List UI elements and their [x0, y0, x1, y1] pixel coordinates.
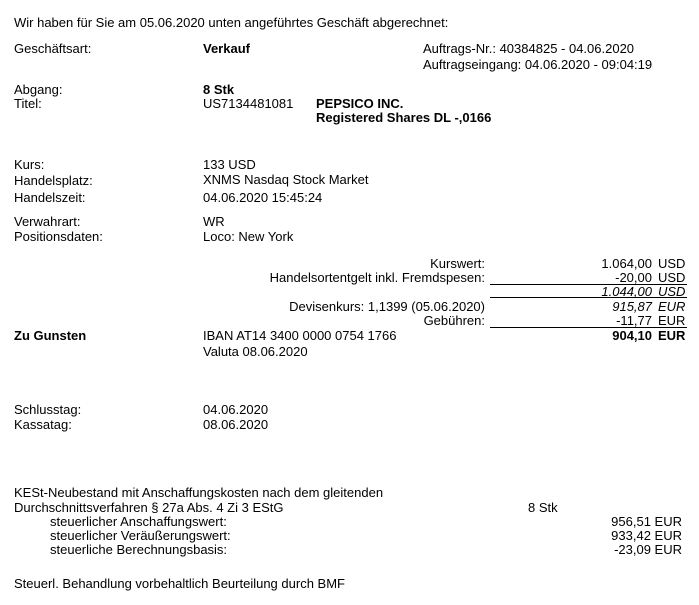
- entgelt-label: Handelsortentgelt inkl. Fremdspesen:: [269, 270, 485, 285]
- kurs-value: 133 USD: [203, 157, 256, 172]
- kest-stueck: 8 Stk: [528, 500, 558, 515]
- footer-note: Steuerl. Behandlung vorbehaltlich Beurteilung durch BMF: [14, 576, 345, 591]
- kest-line-1: KESt-Neubestand mit Anschaffungskosten nach dem gleitenden: [14, 485, 384, 500]
- abgang-label: Abgang:: [14, 82, 63, 97]
- schlusstag-value: 04.06.2020: [203, 402, 269, 417]
- gebuehren-currency: EUR: [658, 313, 686, 328]
- zwischensumme-underline: [490, 297, 687, 298]
- gesamt-currency: EUR: [658, 328, 686, 343]
- kurswert-label: Kurswert:: [430, 256, 485, 271]
- positionsdaten-label: Positionsdaten:: [14, 229, 103, 244]
- kassatag-value: 08.06.2020: [203, 417, 269, 432]
- zwischensumme-amount: 1.044,00: [601, 284, 652, 299]
- handelszeit-label: Handelszeit:: [14, 190, 86, 205]
- verwahrart-label: Verwahrart:: [14, 214, 81, 229]
- gebuehren-amount: -11,77: [616, 313, 652, 328]
- titel-label: Titel:: [14, 96, 42, 111]
- iban: IBAN AT14 3400 0000 0754 1766: [203, 328, 397, 343]
- kassatag-label: Kassatag:: [14, 417, 72, 432]
- devisenkurs-label: Devisenkurs: 1,1399 (05.06.2020): [289, 299, 485, 314]
- geschaeftsart-label: Geschäftsart:: [14, 41, 92, 56]
- kurswert-currency: USD: [658, 256, 686, 271]
- auftrags-nr: Auftrags-Nr.: 40384825 - 04.06.2020: [423, 41, 635, 56]
- kurs-label: Kurs:: [14, 157, 45, 172]
- anschaffungswert-value: 956,51 EUR: [611, 514, 682, 529]
- titel-name-1: PEPSICO INC.: [316, 96, 404, 111]
- veraeusserungswert-label: steuerlicher Veräußerungswert:: [50, 528, 231, 543]
- berechnungsbasis-label: steuerliche Berechnungsbasis:: [50, 542, 228, 557]
- positionsdaten-value: Loco: New York: [203, 229, 294, 244]
- titel-isin: US7134481081: [203, 96, 294, 111]
- handelszeit-value: 04.06.2020 15:45:24: [203, 190, 323, 205]
- verwahrart-value: WR: [203, 214, 225, 229]
- gesamt-amount: 904,10: [612, 328, 652, 343]
- kurswert-amount: 1.064,00: [601, 256, 652, 271]
- anschaffungswert-label: steuerlicher Anschaffungswert:: [50, 514, 227, 529]
- kest-line-2: Durchschnittsverfahren § 27a Abs. 4 Zi 3 EStG: [14, 500, 284, 515]
- schlusstag-label: Schlusstag:: [14, 402, 82, 417]
- zwischensumme-currency: USD: [658, 284, 686, 299]
- gebuehren-label: Gebühren:: [423, 313, 485, 328]
- devisenkurs-currency: EUR: [658, 299, 686, 314]
- zu-gunsten-label: Zu Gunsten: [14, 328, 87, 343]
- abgang-value: 8 Stk: [203, 82, 235, 97]
- valuta: Valuta 08.06.2020: [203, 344, 308, 359]
- entgelt-amount: -20,00: [615, 270, 652, 285]
- entgelt-currency: USD: [658, 270, 686, 285]
- auftragseingang: Auftragseingang: 04.06.2020 - 09:04:19: [423, 57, 653, 72]
- berechnungsbasis-value: -23,09 EUR: [614, 542, 682, 557]
- titel-name-2: Registered Shares DL -,0166: [316, 110, 492, 125]
- veraeusserungswert-value: 933,42 EUR: [611, 528, 682, 543]
- handelsplatz-label: Handelsplatz:: [14, 173, 93, 188]
- intro-text: Wir haben für Sie am 05.06.2020 unten angeführtes Geschäft abgerechnet:: [14, 15, 449, 30]
- devisenkurs-amount: 915,87: [612, 299, 652, 314]
- handelsplatz-value: XNMS Nasdaq Stock Market: [203, 172, 369, 187]
- geschaeftsart-value: Verkauf: [203, 41, 250, 56]
